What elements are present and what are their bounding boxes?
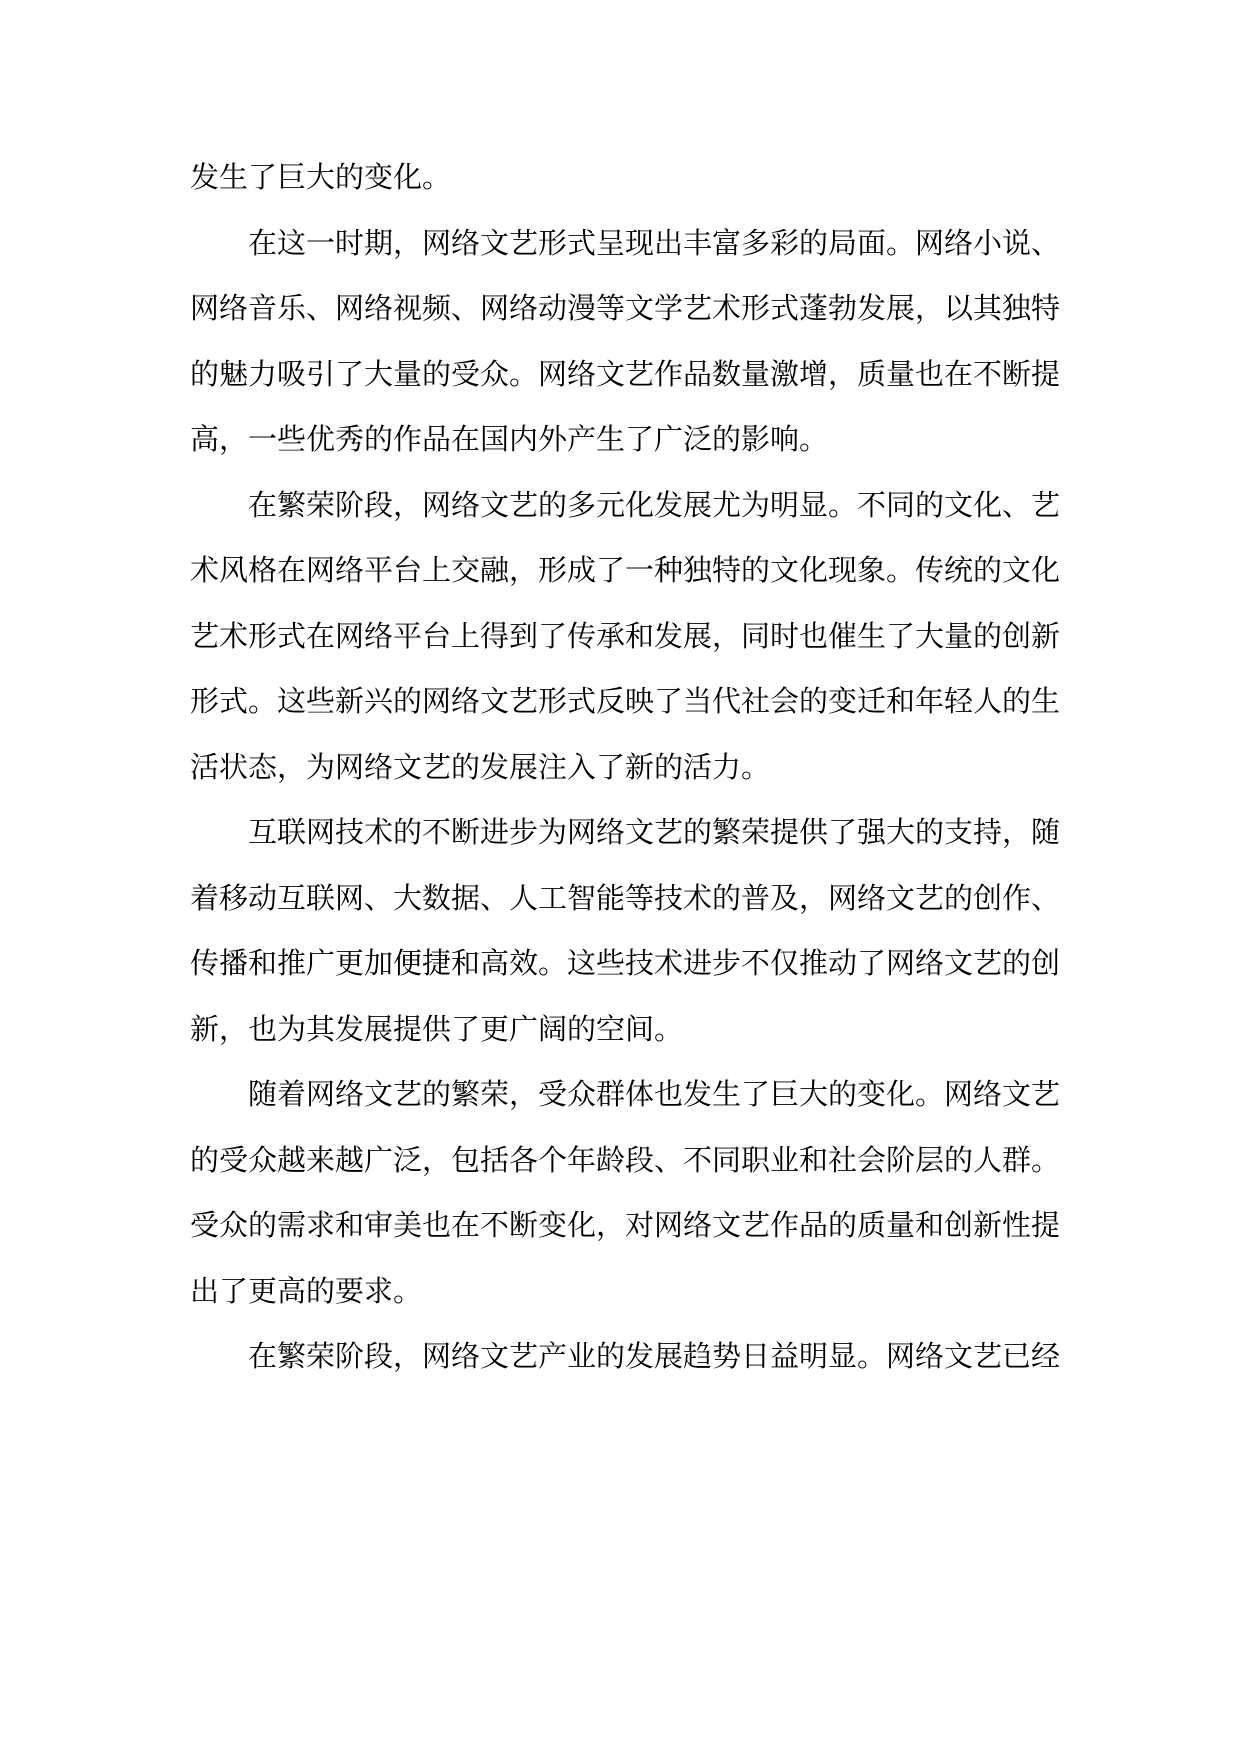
paragraph-diversity: 在繁荣阶段，网络文艺的多元化发展尤为明显。不同的文化、艺术风格在网络平台上交融，形成了一种独特的文化现象。传统的文化艺术形式在网络平台上得到了传承和发展，同时也催生了大量的创新形式。这些新兴的网络文艺形式反映了当代社会的变迁和年轻人的生活状态，为网络文艺的发展注入了新的活力。	[190, 487, 1061, 784]
paragraph-forms: 在这一时期，网络文艺形式呈现出丰富多彩的局面。网络小说、网络音乐、网络视频、网络动漫等文学艺术形式蓬勃发展，以其独特的魅力吸引了大量的受众。网络文艺作品数量激增，质量也在不断提高，一些优秀的作品在国内外产生了广泛的影响。	[190, 225, 1061, 456]
paragraph-technology: 互联网技术的不断进步为网络文艺的繁荣提供了强大的支持，随着移动互联网、大数据、人工智能等技术的普及，网络文艺的创作、传播和推广更加便捷和高效。这些技术进步不仅推动了网络文艺的创新，也为其发展提供了更广阔的空间。	[190, 815, 1061, 1046]
paragraph-audience: 随着网络文艺的繁荣，受众群体也发生了巨大的变化。网络文艺的受众越来越广泛，包括各个年龄段、不同职业和社会阶层的人群。受众的需求和审美也在不断变化，对网络文艺作品的质量和创新性提出了更高的要求。	[190, 1077, 1061, 1308]
body-text	[190, 145, 1060, 1390]
paragraph-continuation: 发生了巨大的变化。	[190, 160, 452, 194]
paragraph-industry: 在繁荣阶段，网络文艺产业的发展趋势日益明显。网络文艺已经	[248, 1339, 1061, 1373]
